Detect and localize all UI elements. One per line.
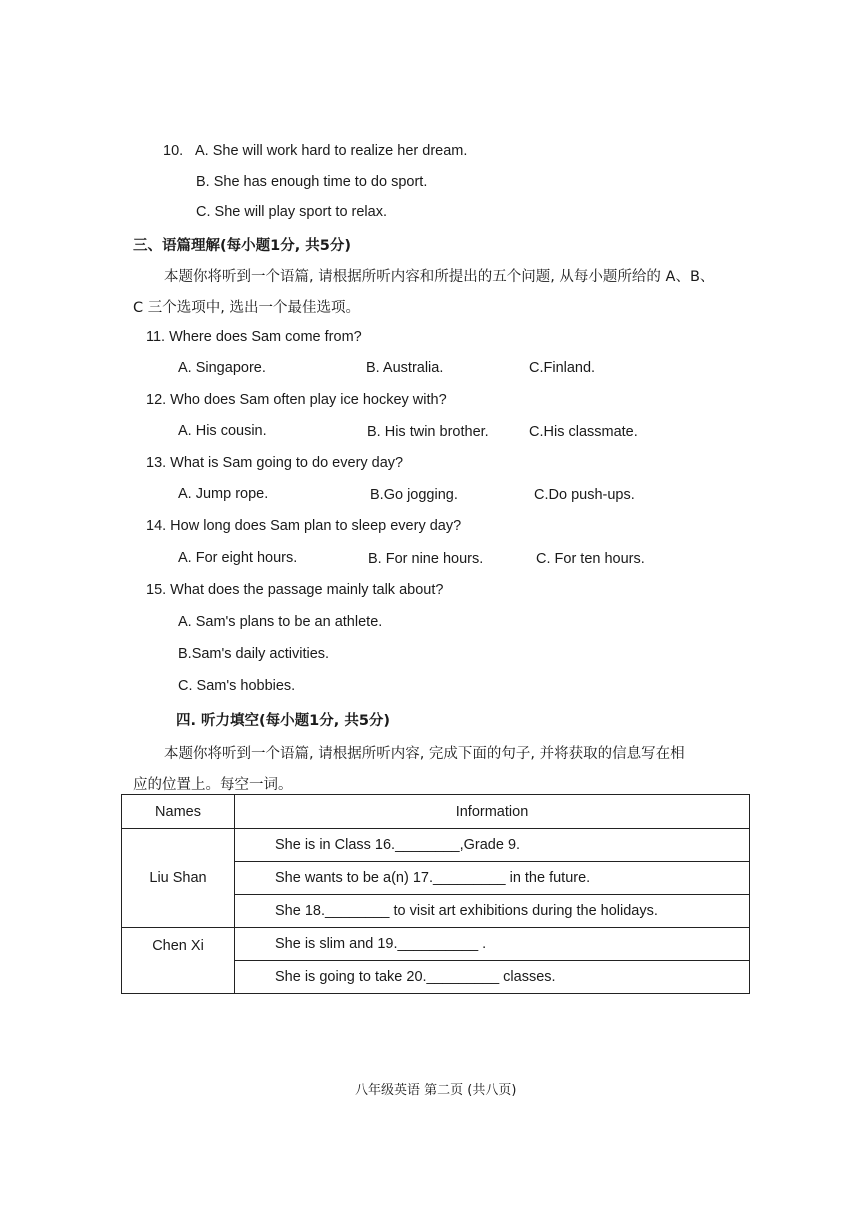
name-cell-liu-shan: Liu Shan: [122, 829, 235, 928]
q13-option-c: C.Do push-ups.: [534, 487, 635, 503]
q11-question: 11. Where does Sam come from?: [146, 329, 362, 345]
q15-question: 15. What does the passage mainly talk about?: [146, 582, 444, 598]
page-footer: 八年级英语 第二页 (共八页): [355, 1083, 517, 1098]
section3-instructions-2: C 三个选项中, 选出一个最佳选项。: [133, 300, 360, 316]
info-cell-19: She is slim and 19.__________ .: [235, 928, 750, 961]
table-row: [122, 829, 750, 862]
q13-option-b: B.Go jogging.: [370, 487, 458, 503]
answer-table: [121, 794, 750, 994]
section3-heading: 三、语篇理解(每小题1分, 共5分): [133, 238, 351, 254]
header-information: Information: [235, 795, 750, 829]
q12-option-c: C.His classmate.: [529, 424, 638, 440]
q14-question: 14. How long does Sam plan to sleep every day?: [146, 518, 462, 534]
q13-question: 13. What is Sam going to do every day?: [146, 455, 404, 471]
q14-option-a: A. For eight hours.: [178, 550, 298, 566]
q12-option-a: A. His cousin.: [178, 423, 267, 439]
q12-option-b: B. His twin brother.: [367, 424, 489, 440]
q13-option-a: A. Jump rope.: [178, 486, 269, 502]
q10-option-a: A. She will work hard to realize her dream.: [195, 143, 468, 159]
q14-option-b: B. For nine hours.: [368, 551, 484, 567]
header-names: Names: [122, 795, 235, 829]
q10-number: 10.: [163, 143, 184, 159]
q14-option-c: C. For ten hours.: [536, 551, 645, 567]
section4-instructions-1: 本题你将听到一个语篇, 请根据所听内容, 完成下面的句子, 并将获取的信息写在相: [164, 746, 685, 762]
info-cell-18: She 18.________ to visit art exhibitions during the holidays.: [235, 895, 750, 928]
q10-option-c: C. She will play sport to relax.: [196, 204, 387, 220]
q15-option-c: C. Sam's hobbies.: [178, 678, 296, 694]
section3-instructions-1: 本题你将听到一个语篇, 请根据所听内容和所提出的五个问题, 从每小题所给的 A、B、: [164, 269, 715, 285]
section4-heading: 四. 听力填空(每小题1分, 共5分): [176, 713, 391, 729]
table-header-row: [122, 795, 750, 829]
q11-option-a: A. Singapore.: [178, 360, 266, 376]
q11-option-b: B. Australia.: [366, 360, 444, 376]
table-row: [122, 928, 750, 961]
info-cell-16: She is in Class 16.________,Grade 9.: [235, 829, 750, 862]
q15-option-b: B.Sam's daily activities.: [178, 646, 330, 662]
name-cell-chen-xi: Chen Xi: [122, 928, 235, 994]
q10-option-b: B. She has enough time to do sport.: [196, 174, 428, 190]
q15-option-a: A. Sam's plans to be an athlete.: [178, 614, 383, 630]
q12-question: 12. Who does Sam often play ice hockey with?: [146, 392, 447, 408]
section4-instructions-2: 应的位置上。每空一词。: [133, 777, 293, 793]
q11-option-c: C.Finland.: [529, 360, 596, 376]
info-cell-17: She wants to be a(n) 17._________ in the future.: [235, 862, 750, 895]
info-cell-20: She is going to take 20._________ classes.: [235, 961, 750, 994]
